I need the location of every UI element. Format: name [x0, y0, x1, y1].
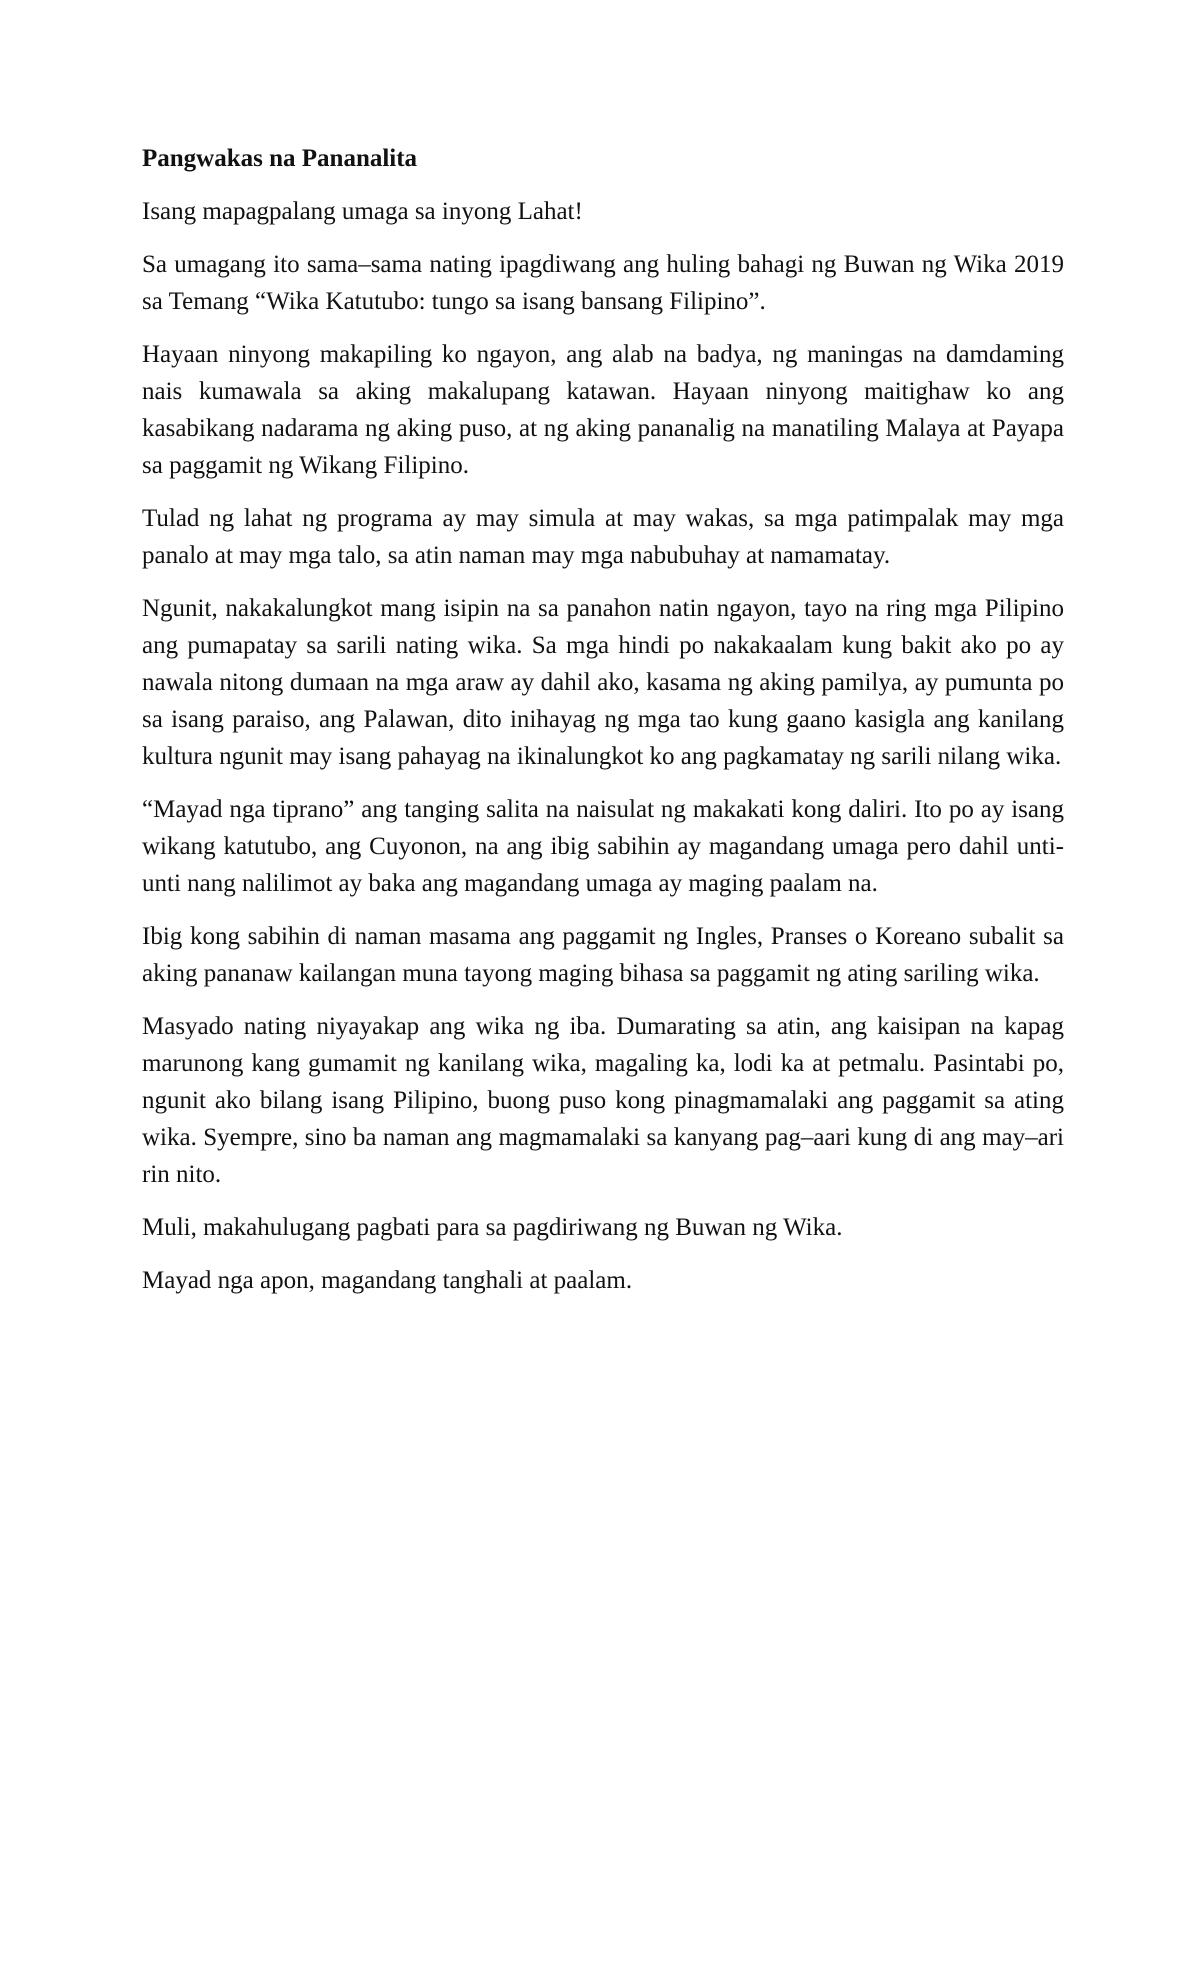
paragraph-ngunit: Ngunit, nakakalungkot mang isipin na sa panahon natin ngayon, tayo na ring mga Pilipino ang pumapatay sa sarili nating wika. Sa mga hindi po nakakaalam kung bakit ako po ay nawala nitong dumaan na mga araw ay dahil ako, kasama ng aking pamilya, ay pumunta po sa isang paraiso, ang Palawan, dito inihayag ng mga tao kung gaano kasigla ang kanilang kultura ngunit may isang pahayag na ikinalungkot ko ang pagkamatay ng sarili nilang wika. — [142, 595, 1064, 770]
paragraph-muli: Muli, makahulugang pagbati para sa pagdiriwang ng Buwan ng Wika. — [142, 1214, 843, 1241]
paragraph-mayad-nga-tiprano: “Mayad nga tiprano” ang tanging salita na naisulat ng makakati kong daliri. Ito po ay isang wikang katutubo, ang Cuyonon, na ang ibig sabihin ay magandang umaga pero dahil unti-unti nang nalilimot ay baka ang magandang umaga ay maging paalam na. — [142, 796, 1064, 897]
paragraph-theme: Sa umagang ito sama–sama nating ipagdiwang ang huling bahagi ng Buwan ng Wika 2019 sa Temang “Wika Katutubo: tungo sa isang bansang Filipino”. — [142, 251, 1064, 315]
paragraph-closing: Mayad nga apon, magandang tanghali at paalam. — [142, 1267, 633, 1294]
paragraph-hayaan: Hayaan ninyong makapiling ko ngayon, ang alab na badya, ng maningas na damdaming nais kumawala sa aking makalupang katawan. Hayaan ninyong maitighaw ko ang kasabikang nadarama ng aking puso, at ng aking pananalig na manatiling Malaya at Payapa sa paggamit ng Wikang Filipino. — [142, 341, 1064, 479]
paragraph-tulad: Tulad ng lahat ng programa ay may simula at may wakas, sa mga patimpalak may mga panalo at may mga talo, sa atin naman may mga nabubuhay at namamatay. — [142, 505, 1064, 569]
paragraph-masyado: Masyado nating niyayakap ang wika ng iba. Dumarating sa atin, ang kaisipan na kapag marunong kang gumamit ng kanilang wika, magaling ka, lodi ka at petmalu. Pasintabi po, ngunit ako bilang isang Pilipino, buong puso kong pinagmamalaki ang paggamit sa ating wika. Syempre, sino ba naman ang magmamalaki sa kanyang pag–aari kung di ang may–ari rin nito. — [142, 1013, 1064, 1188]
document-body — [142, 140, 1064, 1315]
paragraph-greeting: Isang mapagpalang umaga sa inyong Lahat! — [142, 198, 583, 225]
document-title: Pangwakas na Pananalita — [142, 145, 418, 172]
paragraph-ibig-kong-sabihin: Ibig kong sabihin di naman masama ang paggamit ng Ingles, Pranses o Koreano subalit sa aking pananaw kailangan muna tayong maging bihasa sa paggamit ng ating sariling wika. — [142, 923, 1064, 987]
